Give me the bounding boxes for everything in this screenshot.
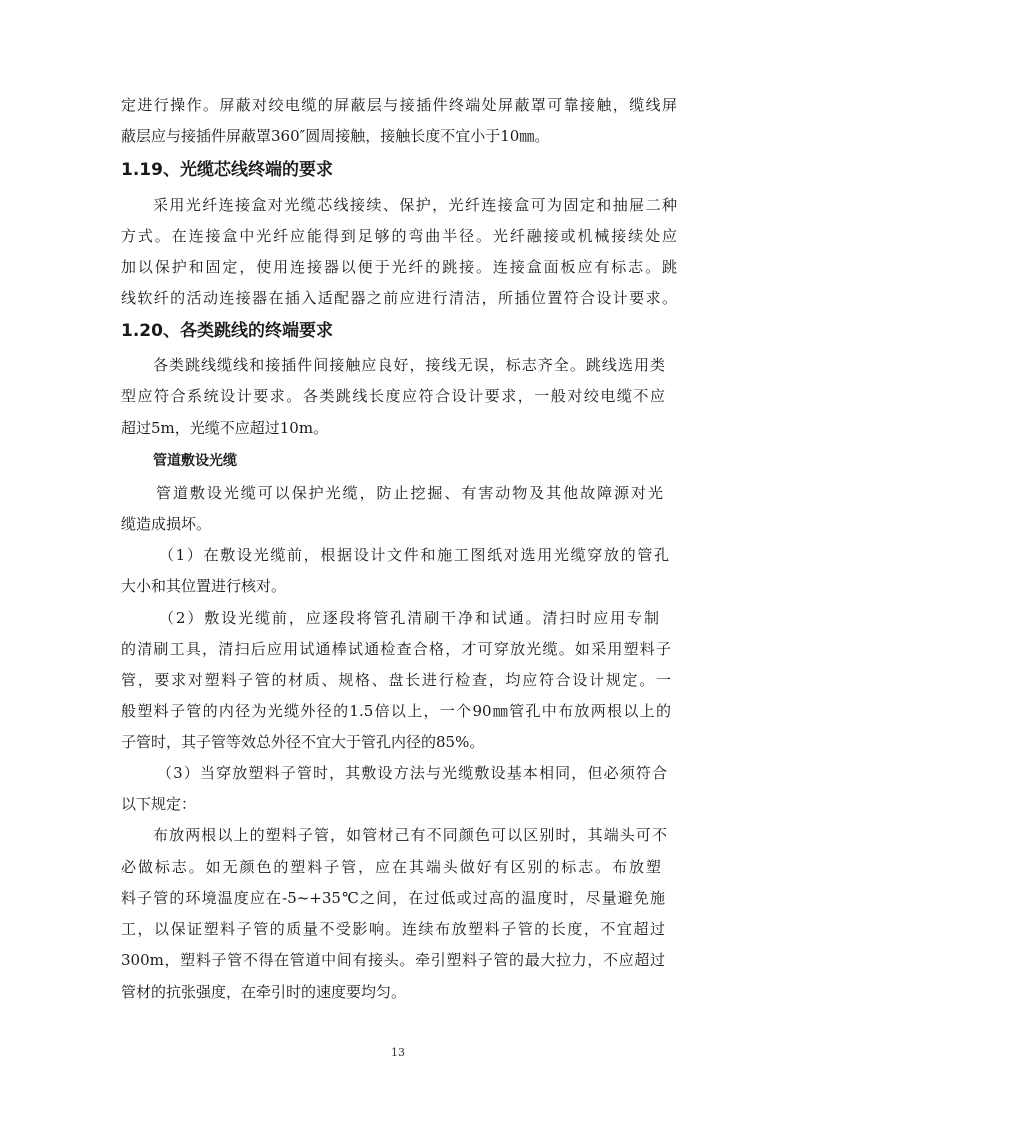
paragraph-line: 各类跳线缆线和接插件间接触应良好，接线无误，标志齐全。跳线选用类 bbox=[153, 356, 665, 374]
paragraph-line: 线软纤的活动连接器在插入适配器之前应进行清洁，所插位置符合设计要求。 bbox=[121, 289, 677, 307]
section-heading-1-20: 1.20、各类跳线的终端要求 bbox=[121, 321, 333, 341]
subsection-heading-duct-laying: 管道敷设光缆 bbox=[153, 453, 237, 469]
paragraph-line: 定进行操作。屏蔽对绞电缆的屏蔽层与接插件终端处屏蔽罩可靠接触，缆线屏 bbox=[121, 96, 677, 114]
page-number: 13 bbox=[391, 1046, 405, 1059]
paragraph-line: 料子管的环境温度应在-5~+35℃之间，在过低或过高的温度时，尽量避免施 bbox=[121, 889, 665, 907]
paragraph-line: 缆造成损坏。 bbox=[121, 515, 212, 533]
paragraph-line: 以下规定： bbox=[121, 795, 197, 813]
paragraph-line: 般塑料子管的内径为光缆外径的1.5倍以上，一个90㎜管孔中布放两根以上的 bbox=[121, 702, 671, 720]
paragraph-line: 管材的抗张强度，在牵引时的速度要均匀。 bbox=[121, 983, 407, 1001]
paragraph-line: 型应符合系统设计要求。各类跳线长度应符合设计要求，一般对绞电缆不应 bbox=[121, 387, 665, 405]
paragraph-line: （3）当穿放塑料子管时，其敷设方法与光缆敷设基本相同，但必须符合 bbox=[157, 764, 667, 782]
paragraph-line: 必做标志。如无颜色的塑料子管，应在其端头做好有区别的标志。布放塑 bbox=[121, 858, 661, 876]
section-heading-1-19: 1.19、光缆芯线终端的要求 bbox=[121, 160, 333, 180]
paragraph-line: （2）敷设光缆前，应逐段将管孔清刷干净和试通。清扫时应用专制 bbox=[159, 609, 659, 627]
paragraph-line: 管道敷设光缆可以保护光缆，防止挖掘、有害动物及其他故障源对光 bbox=[156, 484, 663, 502]
paragraph-line: 大小和其位置进行核对。 bbox=[121, 577, 287, 595]
paragraph-line: 方式。在连接盒中光纤应能得到足够的弯曲半径。光纤融接或机械接续处应 bbox=[121, 227, 677, 245]
paragraph-line: （1）在敷设光缆前，根据设计文件和施工图纸对选用光缆穿放的管孔 bbox=[159, 546, 669, 564]
paragraph-line: 管，要求对塑料子管的材质、规格、盘长进行检查，均应符合设计规定。一 bbox=[121, 671, 671, 689]
paragraph-line: 的清刷工具，清扫后应用试通棒试通检查合格，才可穿放光缆。如采用塑料子 bbox=[121, 640, 671, 658]
paragraph-line: 布放两根以上的塑料子管，如管材⼰有不同颜色可以区别时，其端头可不 bbox=[153, 826, 667, 844]
paragraph-line: 采用光纤连接盒对光缆芯线接续、保护，光纤连接盒可为固定和抽屉二种 bbox=[153, 196, 677, 214]
paragraph-line: 300m，塑料子管不得在管道中间有接头。牵引塑料子管的最大拉力，不应超过 bbox=[121, 951, 665, 969]
paragraph-line: 超过5m，光缆不应超过10m。 bbox=[121, 419, 329, 437]
paragraph-line: 加以保护和固定，使用连接器以便于光纤的跳接。连接盒面板应有标志。跳 bbox=[121, 258, 677, 276]
paragraph-line: 工，以保证塑料子管的质量不受影响。连续布放塑料子管的长度，不宜超过 bbox=[121, 920, 665, 938]
paragraph-line: 蔽层应与接插件屏蔽罩360″圆周接触，接触长度不宜小于10㎜。 bbox=[121, 127, 550, 145]
paragraph-line: 子管时，其子管等效总外径不宜大于管孔内径的85%。 bbox=[121, 733, 485, 751]
